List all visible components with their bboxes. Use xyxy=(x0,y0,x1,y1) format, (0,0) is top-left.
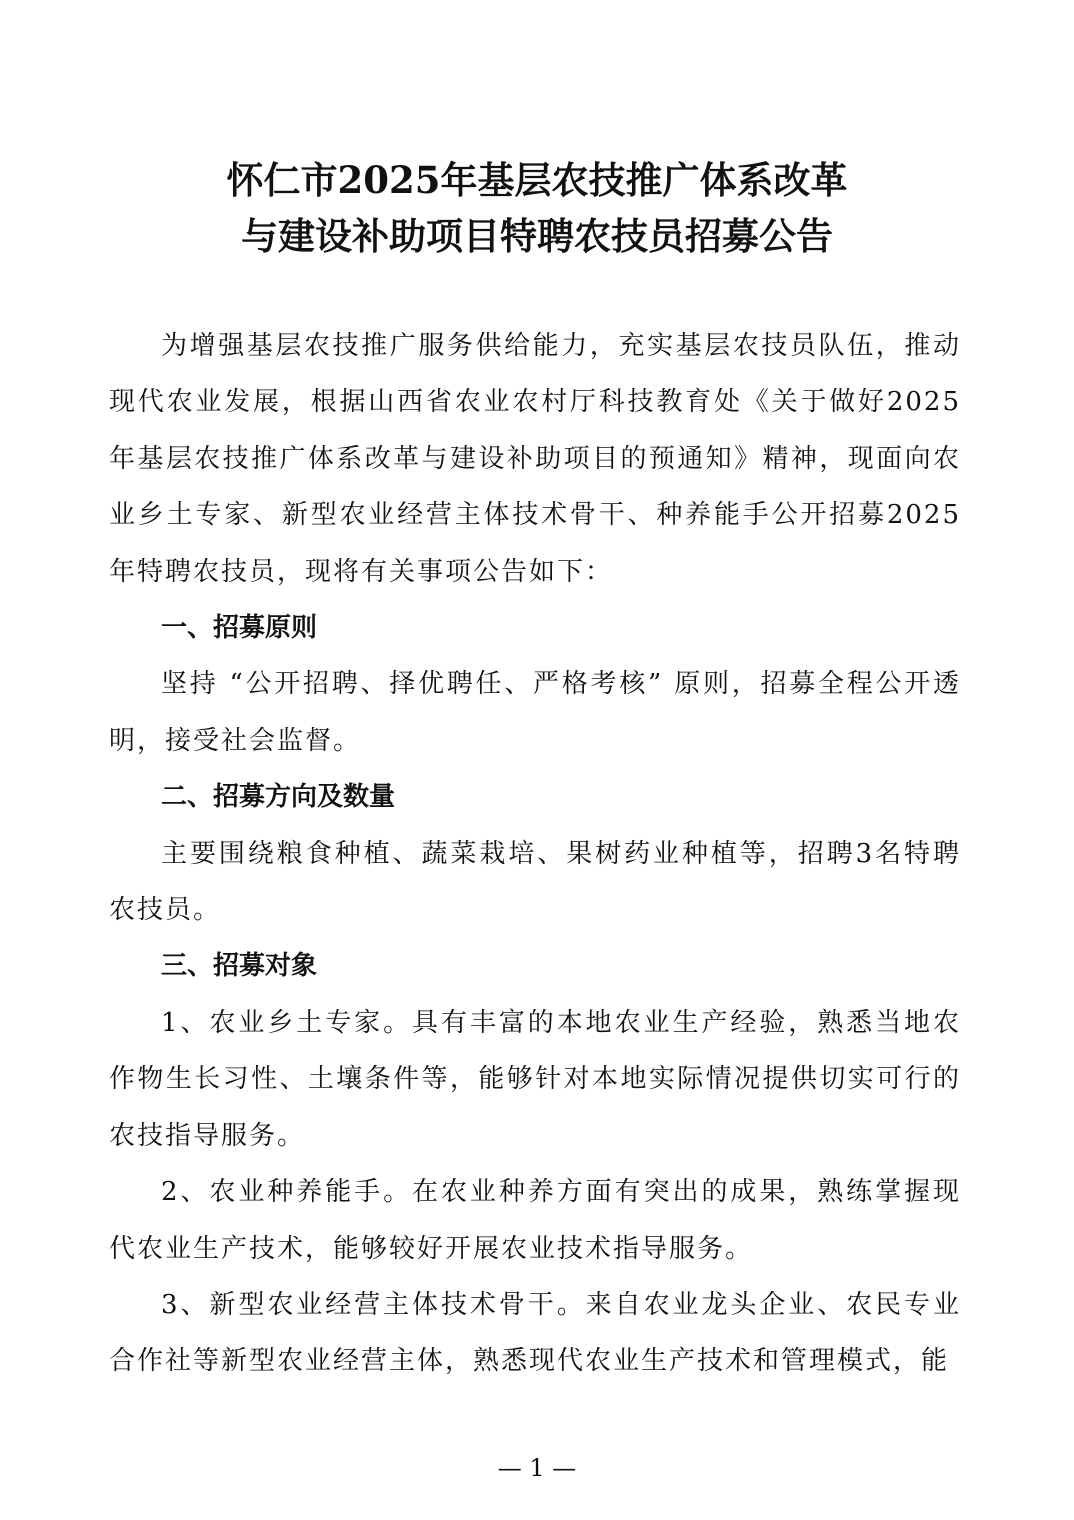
section-heading-principles: 一、招募原则 xyxy=(161,613,318,644)
section-paragraph: 主要围绕粮食种植、蔬菜栽培、果树药业种植等，招聘3名特聘农技员。 xyxy=(109,838,961,926)
document-title-line-1: 怀仁市2025年基层农技推广体系改革 xyxy=(226,158,848,202)
section-paragraph: 3、新型农业经营主体技术骨干。来自农业龙头企业、农民专业合作社等新型农业经营主体，熟悉现代农业生产技术和管理模式，能 xyxy=(109,1289,961,1377)
document-title-line-2: 与建设补助项目特聘农技员招募公告 xyxy=(241,214,833,258)
section-paragraph: 1、农业乡土专家。具有丰富的本地农业生产经验，熟悉当地农作物生长习性、土壤条件等，能够针对本地实际情况提供切实可行的农技指导服务。 xyxy=(109,1007,961,1151)
section-paragraph: 2、农业种养能手。在农业种养方面有突出的成果，熟练掌握现代农业生产技术，能够较好开展农业技术指导服务。 xyxy=(109,1177,961,1264)
section-heading-direction-quantity: 二、招募方向及数量 xyxy=(161,782,396,813)
intro-paragraph: 为增强基层农技推广服务供给能力，充实基层农技员队伍，推动现代农业发展，根据山西省农业农村厅科技教育处《关于做好2025年基层农技推广体系改革与建设补助项目的预通知》精神，现面向农业乡土专家、新型农业经营主体技术骨干、种养能手公开招募2025年特聘农技员，现将有关事项公告如下： xyxy=(109,331,961,587)
section-paragraph: 坚持 “公开招聘、择优聘任、严格考核” 原则，招募全程公开透明，接受社会监督。 xyxy=(109,669,961,756)
section-heading-targets: 三、招募对象 xyxy=(161,951,318,982)
document-body xyxy=(109,318,961,1390)
page-number: — 1 — xyxy=(497,1454,577,1482)
